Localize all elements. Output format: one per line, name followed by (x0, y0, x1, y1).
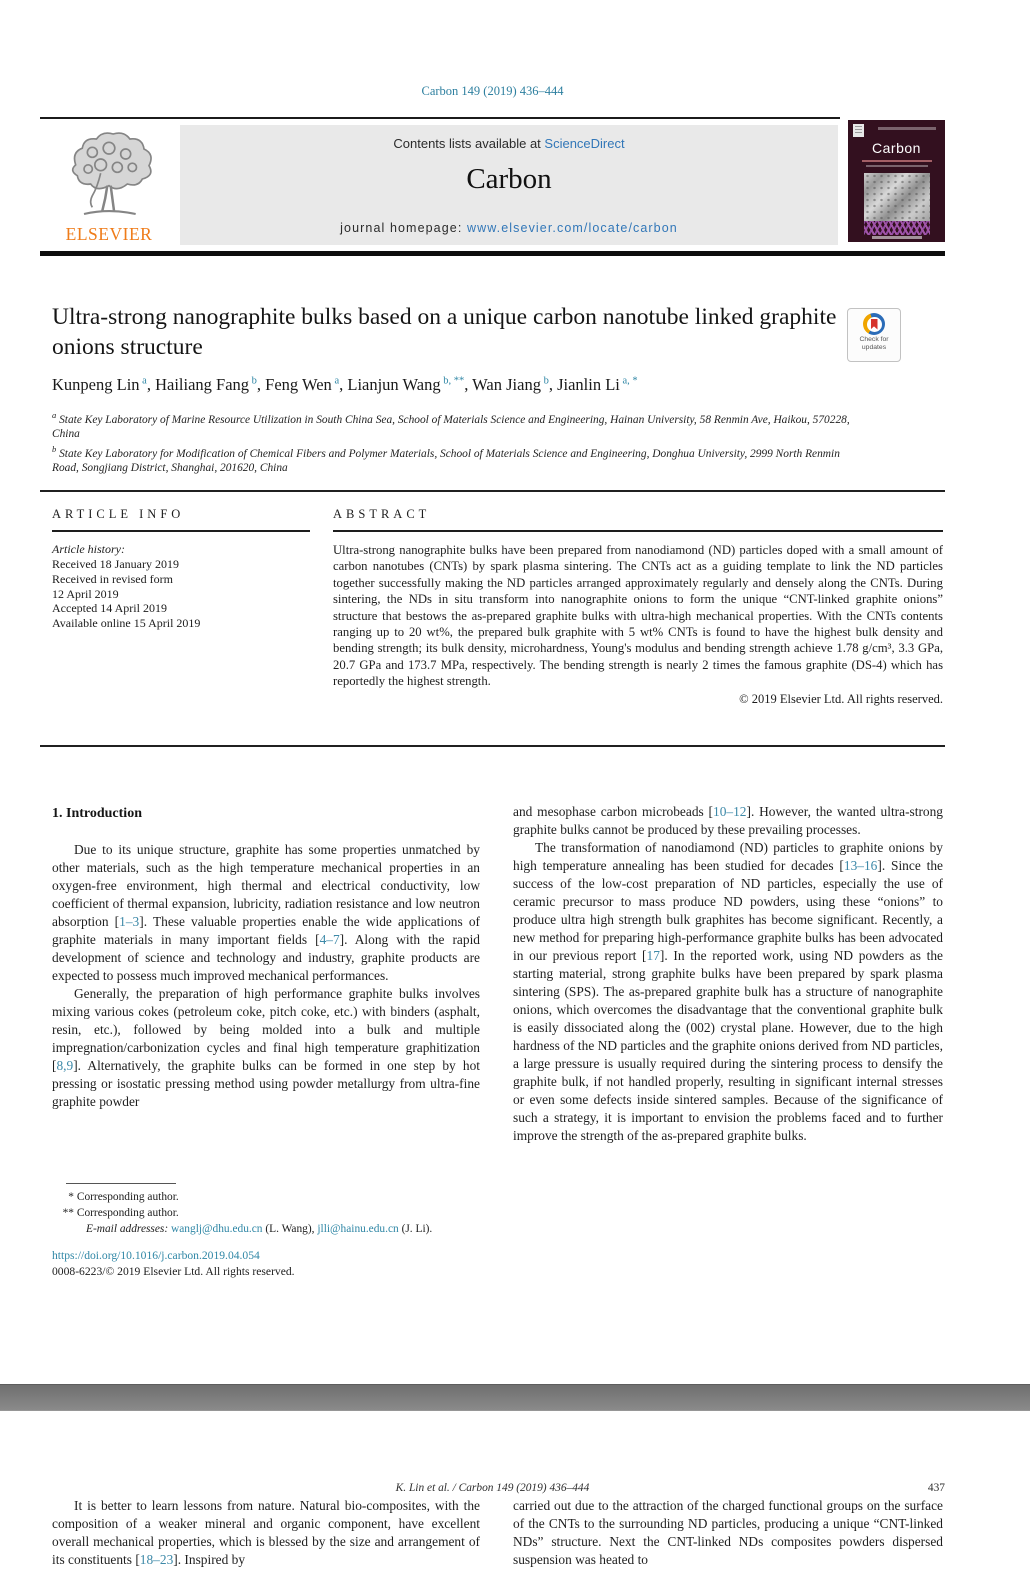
sciencedirect-link[interactable]: ScienceDirect (544, 136, 625, 151)
author-name: Wan Jiang (472, 375, 541, 394)
journal-title: Carbon (466, 163, 552, 195)
footnote-items (52, 1190, 480, 1222)
info-line: 12 April 2019 (52, 586, 119, 601)
intro-right-paragraphs (513, 803, 943, 1145)
abstract-copyright: © 2019 Elsevier Ltd. All rights reserved. (739, 691, 943, 706)
footnote: * Corresponding author. (52, 1190, 480, 1206)
author-name: Kunpeng Lin (52, 375, 140, 394)
cover-subtitle-line (862, 160, 932, 162)
abstract-text: Ultra-strong nanographite bulks have been prepared from nanodiamond (ND) particles doped with a small amount of carbon nanotubes (CNTs) by spark plasma sintering. The CNTs act as a guiding template to link the ND particles together successfully making the ND particles arranged approximately regularly and densely along the CNTs. During sintering, the NDs in situ transform into nanographite onions to form the unique “CNT-linked graphite onions” structure that bestows the as-prepared graphite bulks with ultra-high mechanical properties. With the CNTs contents ranging up to 20 wt%, the prepared bulk graphite with 5 wt% CNTs is found to have the highest bulk density and bending strength; its bulk density, microhardness, Young's modulus and bending strength achieve 1.78 g/cm³, 3.3 GPa, 20.7 GPa and 173.7 MPa, respectively. The bending strength is nearly 2 times the famous graphite (DS-4) which has reportedly the highest strength. (333, 543, 943, 689)
author-affiliation-sup[interactable]: a (139, 375, 147, 387)
page2-left-column (52, 1497, 480, 1569)
info-line: Received 18 January 2019 (52, 557, 179, 571)
article-title: Ultra-strong nanographite bulks based on a unique carbon nanotube linked graphite onions structure (52, 304, 837, 360)
author-name: Lianjun Wang (347, 375, 441, 394)
author-name: Feng Wen (265, 375, 332, 394)
citation-ref[interactable]: 4–7 (319, 932, 340, 947)
citation-ref[interactable]: 18–23 (139, 1552, 174, 1567)
info-line: Available online 15 April 2019 (52, 616, 201, 631)
check-updates-label: Check for updates (859, 336, 889, 351)
footnote-rule (66, 1183, 176, 1184)
page-number: 437 (927, 1482, 945, 1494)
page-separator-band (0, 1384, 1030, 1411)
abstract-heading: ABSTRACT (333, 507, 431, 521)
citation-ref[interactable]: 1–3 (119, 914, 140, 929)
homepage-link[interactable]: www.elsevier.com/locate/carbon (466, 221, 678, 235)
intro-right-column (513, 803, 943, 1145)
elsevier-tree-icon (59, 127, 159, 221)
author-name: Jianlin Li (557, 375, 620, 394)
footnotes (52, 1183, 480, 1237)
footnote: ** Corresponding author. (52, 1206, 480, 1222)
citation-ref[interactable]: 10–12 (713, 804, 747, 819)
doi-block (52, 1248, 480, 1279)
homepage-line: journal homepage: www.elsevier.com/locate/carbon (340, 221, 678, 235)
author-affiliation-sup[interactable]: a, * (619, 375, 638, 387)
footnote-marker: ** (62, 1206, 74, 1219)
footnote-marker: * (68, 1191, 74, 1203)
masthead-top-rule (40, 117, 840, 119)
author-affiliation-sup[interactable]: b, ** (440, 375, 465, 387)
elsevier-logo[interactable] (40, 123, 178, 247)
affiliation: $^b$ State Key Laboratory for Modification of Chemical Fibers and Polymer Materials, School of Materials Science and Engineering, Donghua University, 2999 North Renmin Road, Songjiang District, Shanghai, 201620, China (52, 443, 840, 475)
cover-subtitle-line2 (866, 165, 928, 167)
paragraph: It is better to learn lessons from nature. Natural bio-composites, with the composition of a weaker mineral and organic component, have excellent overall mechanical properties, which is blessed by the size and arrangement of its constituents [18–23]. Inspired by (52, 1498, 480, 1567)
elsevier-wordmark: ELSEVIER (65, 224, 153, 244)
citation-ref[interactable]: 17 (646, 948, 660, 963)
info-line: Received in revised form (52, 571, 173, 586)
citation-ref[interactable]: 8,9 (56, 1058, 74, 1073)
affiliations-block (52, 408, 852, 476)
paragraph: Generally, the preparation of high performance graphite bulks involves mixing various cokes (petroleum coke, pitch coke, etc.) with binders (asphalt, resin, etc.), followed by being molded into a bulk and multiple impregnation/carbonization cycles and final high temperature graphitization [8,9]. Alternatively, the graphite bulks can be formed in one step by hot pressing or isostatic pressing method using powder metallurgy from ultra-fine graphite powder (52, 986, 480, 1109)
author-affiliation-sup[interactable]: b (540, 375, 549, 387)
cover-micrograph-image (864, 173, 930, 221)
intro-heading: 1. Introduction (52, 806, 142, 821)
running-head-text: K. Lin et al. / Carbon 149 (2019) 436–444 (395, 1482, 590, 1494)
page2-right-column (513, 1497, 943, 1569)
journal-cover-thumbnail[interactable] (848, 120, 945, 242)
abstract-rule (333, 530, 943, 532)
email-label: E-mail addresses: (86, 1222, 169, 1235)
affiliation: $^a$ State Key Laboratory of Marine Resource Utilization in South China Sea, School of Materials Science and Engineering, Hainan University, 58 Renmin Ave, Haikou, 570228, China (52, 410, 850, 441)
authors-line: Kunpeng Lin $^a$, Hailiang Fang $^b$, Feng Wen $^a$, Lianjun Wang $^{b, **}$, Wan Jiang $^b$, Jianlin Li $^{a, *}$ (52, 375, 638, 394)
check-updates-badge[interactable] (847, 308, 901, 362)
author-affiliation-sup[interactable]: a (331, 375, 340, 387)
cover-logo-icon (853, 124, 864, 137)
bookmark-icon (871, 319, 878, 330)
intro-left-column (52, 800, 480, 1111)
running-head (40, 1482, 945, 1494)
paragraph: The transformation of nanodiamond (ND) particles to graphite onions by high temperature annealing has been studied for decades [13–16]. Since the success of the low-cost preparation of ND particles, especially the use of ceramic precursor to mass produce ND powders, using these “onions” to produce ultra high strength bulk graphites has become significant. Recently, a new method for preparing high-performance graphite bulks has been advocated in our previous report [17]. In the reported work, using ND powders as the starting material, strong graphite bulks have been prepared by spark plasma sintering (SPS). The as-prepared graphite bulk has a structure of nanographite onions, which overcomes the disadvantage that the conventional graphite bulk is easily dissociated along the (002) crystal plane. However, due to the high hardness of the ND particles and the graphite onions derived from ND particles, a large pressure is usually required during the sintering process to densify the graphite bulk, if not handled properly, resulting in significant internal stresses or even some defects inside sintered samples. Because of the significance of such a strategy, it is important to envision the problems faced and to further improve the strength of the as-prepared graphite bulks. (513, 840, 943, 1143)
page-citation: Carbon 149 (2019) 436–444 (421, 84, 564, 98)
abstract-column (333, 507, 943, 707)
issn-line: 0008-6223/© 2019 Elsevier Ltd. All rights reserved. (52, 1264, 295, 1278)
cover-footer-text (872, 236, 922, 239)
section-rule-bottom (40, 745, 945, 747)
article-history-label: Article history: (52, 542, 125, 556)
cover-lattice-art (864, 221, 930, 235)
author-name: Hailiang Fang (155, 375, 250, 394)
paragraph: carried out due to the attraction of the charged functional groups on the surface of the CNTs to the surrounding ND particles, producing a unique “CNT-linked NDs” structure. Next the CNT-linked NDs composites powders dispersed suspension was heated to (513, 1498, 943, 1567)
info-line: Accepted 14 April 2019 (52, 601, 167, 616)
contents-line: Contents lists available at ScienceDirect (393, 136, 625, 151)
doi-link[interactable]: https://doi.org/10.1016/j.carbon.2019.04.054 (52, 1249, 260, 1262)
author-affiliation-sup[interactable]: b (249, 375, 257, 387)
paragraph: and mesophase carbon microbeads [10–12]. However, the wanted ultra-strong graphite bulks cannot be produced by these prevailing processes. (513, 804, 944, 837)
cover-title: Carbon (872, 140, 921, 156)
cover-top-text (878, 127, 936, 130)
masthead-bottom-rule (40, 251, 945, 256)
masthead-box (180, 125, 838, 245)
email-link-1[interactable]: wanglj@dhu.edu.cn (171, 1222, 263, 1235)
article-info-column (52, 507, 310, 631)
citation-ref[interactable]: 13–16 (843, 858, 878, 873)
check-updates-icon (863, 313, 885, 335)
section-rule-top (40, 490, 945, 492)
article-info-rule (52, 530, 310, 532)
email-link-2[interactable]: jlli@hainu.edu.cn (317, 1222, 399, 1235)
paragraph: Due to its unique structure, graphite has some properties unmatched by other materials, such as the high temperature mechanical properties in an oxygen-free environment, high thermal and electrical conductivity, low coefficient of thermal expansion, lubricity, radiation resistance and low neutron absorption [1–3]. These valuable properties enable the wide applications of graphite materials in many important fields [4–7]. Along with the rapid development of science and technology and industry, graphite products are expected to possess much improved mechanical performances. (52, 842, 480, 983)
article-info-heading: ARTICLE INFO (52, 507, 185, 521)
intro-left-paragraphs (52, 841, 480, 1111)
email-line: E-mail addresses: wanglj@dhu.edu.cn (L. Wang), jlli@hainu.edu.cn (J. Li). (86, 1222, 433, 1235)
article-history-lines (52, 557, 310, 631)
